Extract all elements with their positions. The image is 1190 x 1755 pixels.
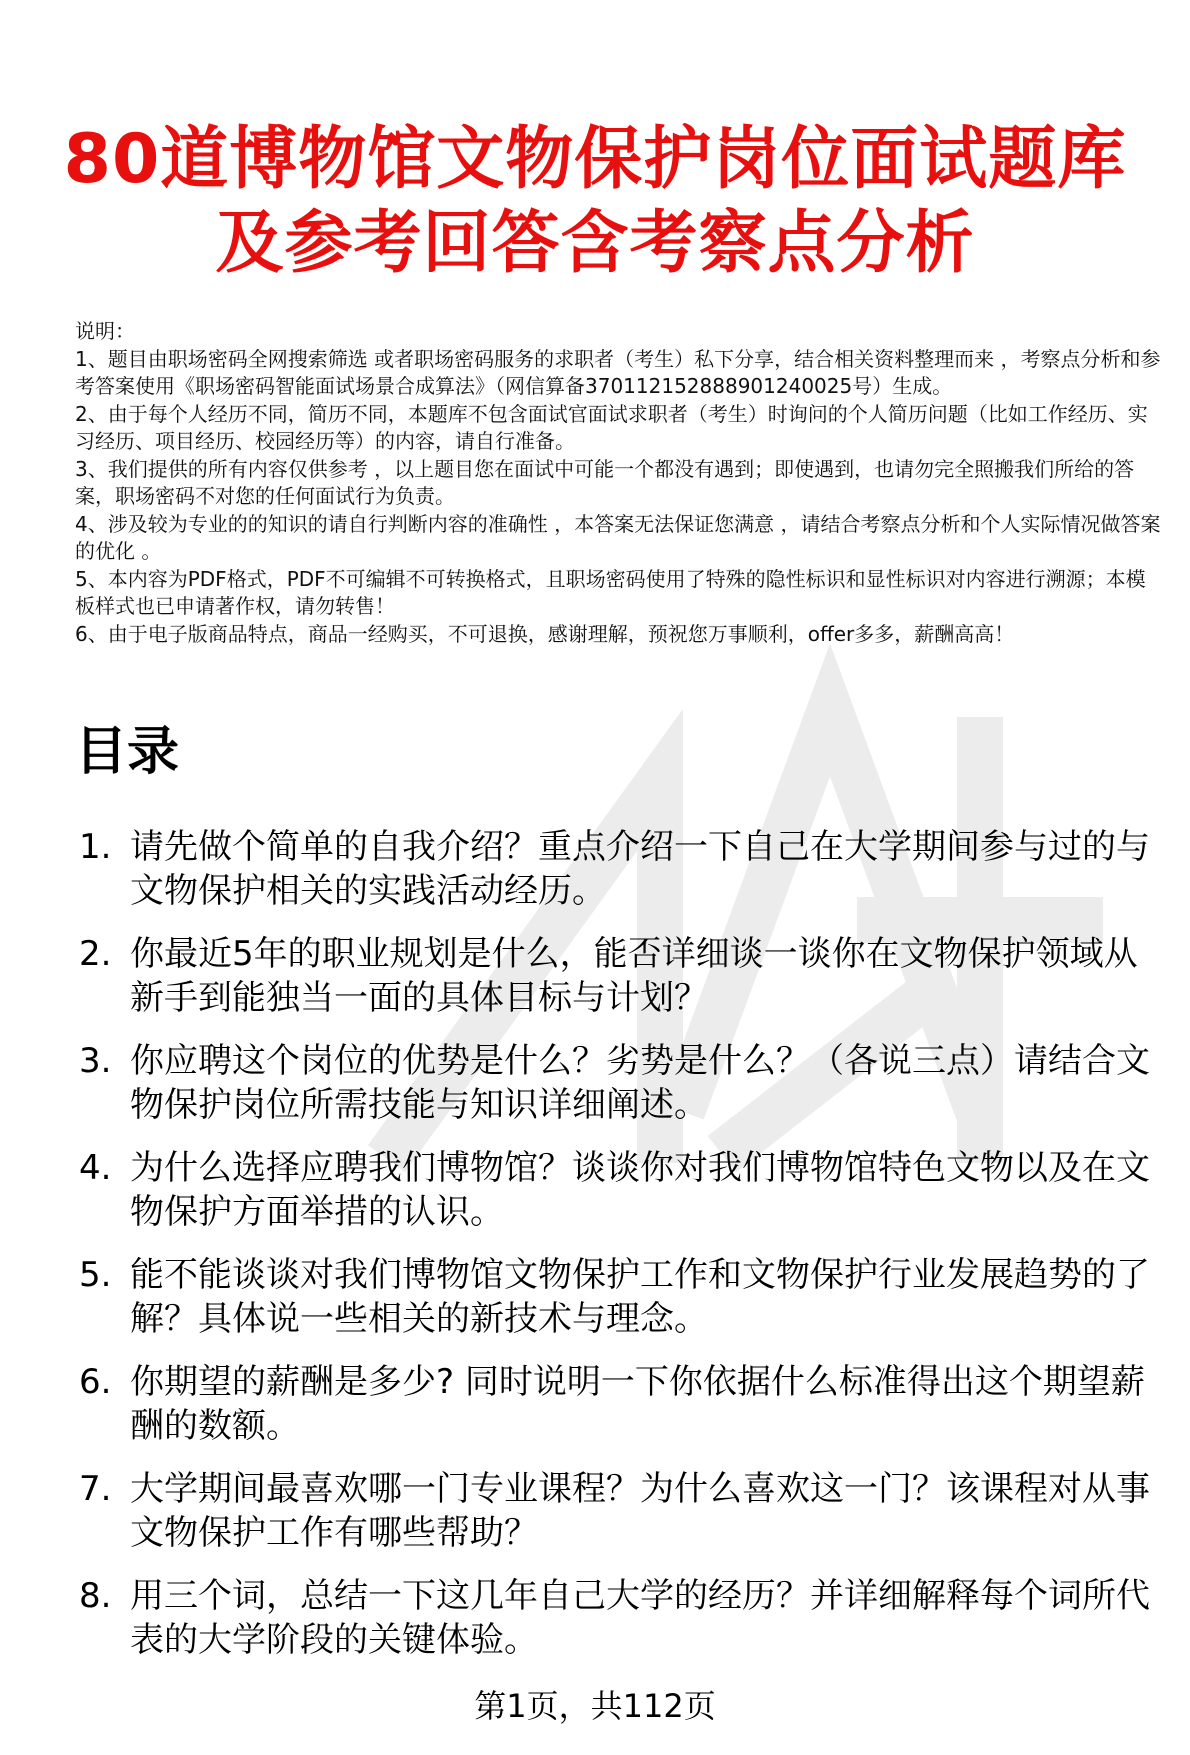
table-of-contents [75,825,1170,1681]
toc-item[interactable] [75,1039,1170,1127]
title-line-2: 及参考回答含考察点分析 [215,204,975,283]
toc-item-number: 8. [79,1576,112,1616]
toc-item[interactable] [75,1574,1170,1662]
instruction-item: 3、我们提供的所有内容仅供参考 ，以上题目您在面试中可能一个都没有遇到；即使遇到，也请勿完全照搬我们所给的答案，职场密码不对您的任何面试行为负责。 [75,456,1135,508]
toc-item-text: 你最近5年的职业规划是什么，能否详细谈一谈你在文物保护领域从新手到能独当一面的具体目标与计划？ [130,934,1138,1018]
toc-item-text: 请先做个简单的自我介绍？重点介绍一下自己在大学期间参与过的与文物保护相关的实践活动经历。 [130,827,1150,911]
toc-heading: 目录 [75,722,180,782]
toc-item[interactable] [75,1253,1170,1341]
toc-item-number: 1. [79,827,112,867]
toc-item-number: 3. [79,1041,112,1081]
toc-item[interactable] [75,825,1170,913]
toc-item-text: 能不能谈谈对我们博物馆文物保护工作和文物保护行业发展趋势的了解？具体说一些相关的新技术与理念。 [130,1255,1150,1339]
instructions-heading: 说明： [75,319,135,343]
toc-item-number: 7. [79,1469,112,1509]
instruction-item: 1、题目由职场密码全网搜索筛选 或者职场密码服务的求职者（考生）私下分享，结合相关资料整理而来 ，考察点分析和参考答案使用《职场密码智能面试场景合成算法》（网信算备370112152888901240025号）生成。 [75,346,1161,398]
instruction-item: 4、涉及较为专业的的知识的请自行判断内容的准确性 ，本答案无法保证您满意 ，请结合考察点分析和个人实际情况做答案的优化 。 [75,511,1161,563]
instruction-item: 6、由于电子版商品特点，商品一经购买，不可退换，感谢理解，预祝您万事顺利，offer多多，薪酬高高！ [75,621,1015,646]
instruction-item: 2、由于每个人经历不同，简历不同，本题库不包含面试官面试求职者（考生）时询问的个人简历问题（比如工作经历、实习经历、项目经历、校园经历等）的内容，请自行准备。 [75,401,1148,453]
toc-item-text: 用三个词，总结一下这几年自己大学的经历？并详细解释每个词所代表的大学阶段的关键体验。 [130,1576,1150,1660]
toc-item[interactable] [75,1467,1170,1555]
instructions-section [75,318,1165,648]
toc-item-text: 大学期间最喜欢哪一门专业课程？为什么喜欢这一门？该课程对从事文物保护工作有哪些帮助？ [130,1469,1150,1553]
toc-item-number: 5. [79,1255,112,1295]
toc-item[interactable] [75,1146,1170,1234]
toc-item[interactable] [75,932,1170,1020]
toc-item-text: 你期望的薪酬是多少? 同时说明一下你依据什么标准得出这个期望薪酬的数额。 [130,1362,1145,1446]
title-line-1: 80道博物馆文物保护岗位面试题库 [63,120,1127,199]
toc-item-number: 6. [79,1362,112,1402]
toc-item-number: 2. [79,934,112,974]
page-number-footer: 第1页，共112页 [474,1687,716,1725]
document-title [60,118,1130,286]
toc-item-number: 4. [79,1148,112,1188]
toc-item-text: 为什么选择应聘我们博物馆？谈谈你对我们博物馆特色文物以及在文物保护方面举措的认识。 [130,1148,1150,1232]
toc-item[interactable] [75,1360,1170,1448]
toc-item-text: 你应聘这个岗位的优势是什么？劣势是什么？（各说三点）请结合文物保护岗位所需技能与知识详细阐述。 [130,1041,1150,1125]
instruction-item: 5、本内容为PDF格式，PDF不可编辑不可转换格式，且职场密码使用了特殊的隐性标识和显性标识对内容进行溯源；本模板样式也已申请著作权，请勿转售！ [75,566,1146,618]
